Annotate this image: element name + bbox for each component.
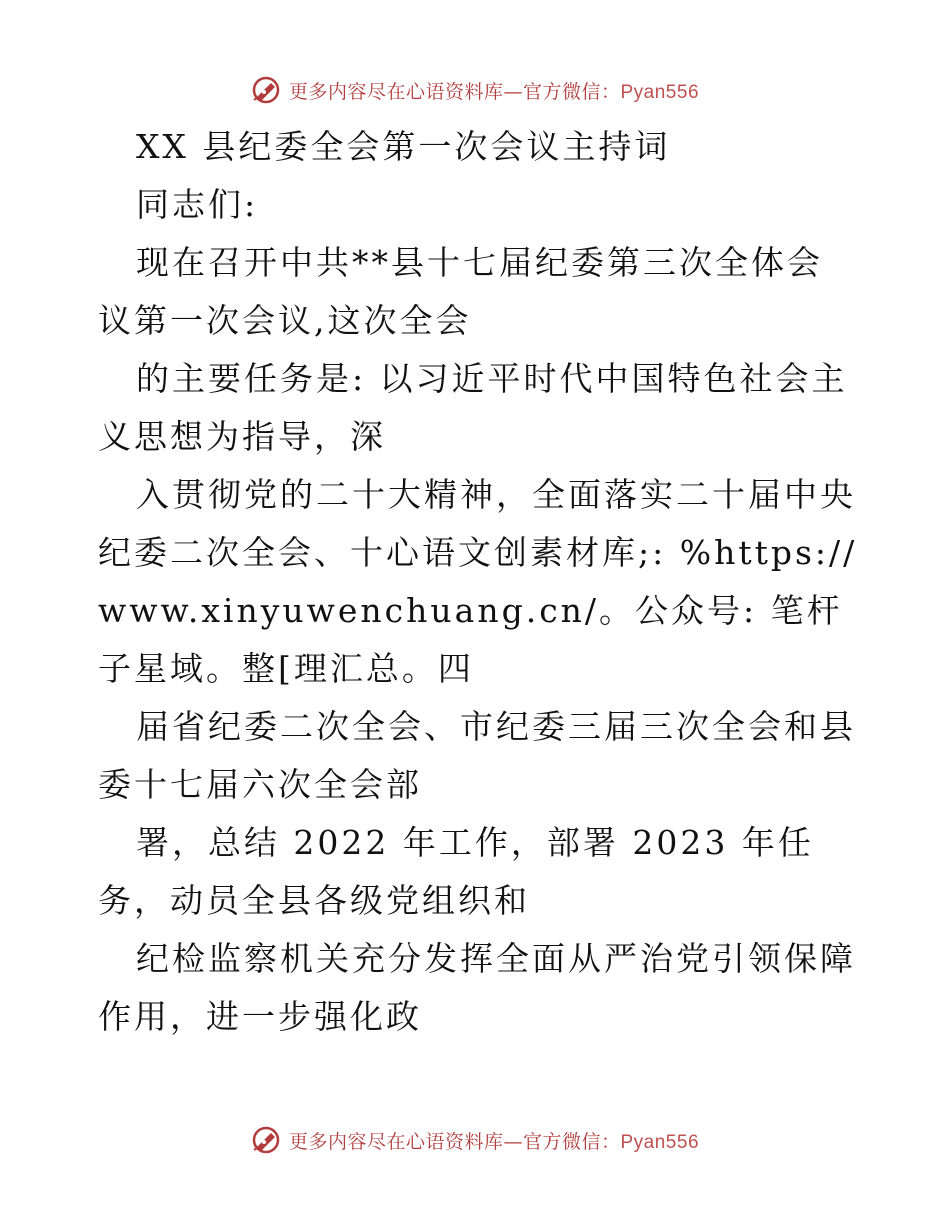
banner-text	[289, 1127, 699, 1154]
document-title: XX 县纪委全会第一次会议主持词	[135, 127, 671, 166]
pen-nib-logo-icon	[251, 75, 281, 105]
banner-slogan: 更多内容尽在心语资料库—官方微信：	[288, 80, 621, 103]
document-body	[98, 118, 858, 1046]
paragraph: 的主要任务是: 以习近平时代中国特色社会主义思想为指导，深	[98, 359, 848, 456]
header-banner	[0, 70, 950, 110]
paragraph: 纪检监察机关充分发挥全面从严治党引领保障作用，进一步强化政	[98, 939, 856, 1036]
footer-banner	[0, 1120, 950, 1160]
banner-wechat-id: Pyan556	[620, 1131, 700, 1153]
paragraph: 入贯彻党的二十大精神，全面落实二十届中央纪委二次全会、十心语文创素材库;: %https://www.xinyuwenchuang.cn/。公众号: 笔杆子星域。整[理汇总。四	[98, 475, 858, 688]
paragraph: 署，总结 2022 年工作，部署 2023 年任务，动员全县各级党组织和	[98, 823, 814, 920]
banner-wechat-id: Pyan556	[620, 81, 700, 103]
paragraph: 同志们:	[135, 185, 259, 224]
banner-slogan: 更多内容尽在心语资料库—官方微信：	[288, 1130, 621, 1153]
pen-nib-logo-icon	[251, 1125, 281, 1155]
paragraph: 现在召开中共**县十七届纪委第三次全体会议第一次会议,这次全会	[98, 243, 823, 340]
paragraph: 届省纪委二次全会、市纪委三届三次全会和县委十七届六次全会部	[98, 707, 856, 804]
banner-text	[289, 77, 699, 104]
